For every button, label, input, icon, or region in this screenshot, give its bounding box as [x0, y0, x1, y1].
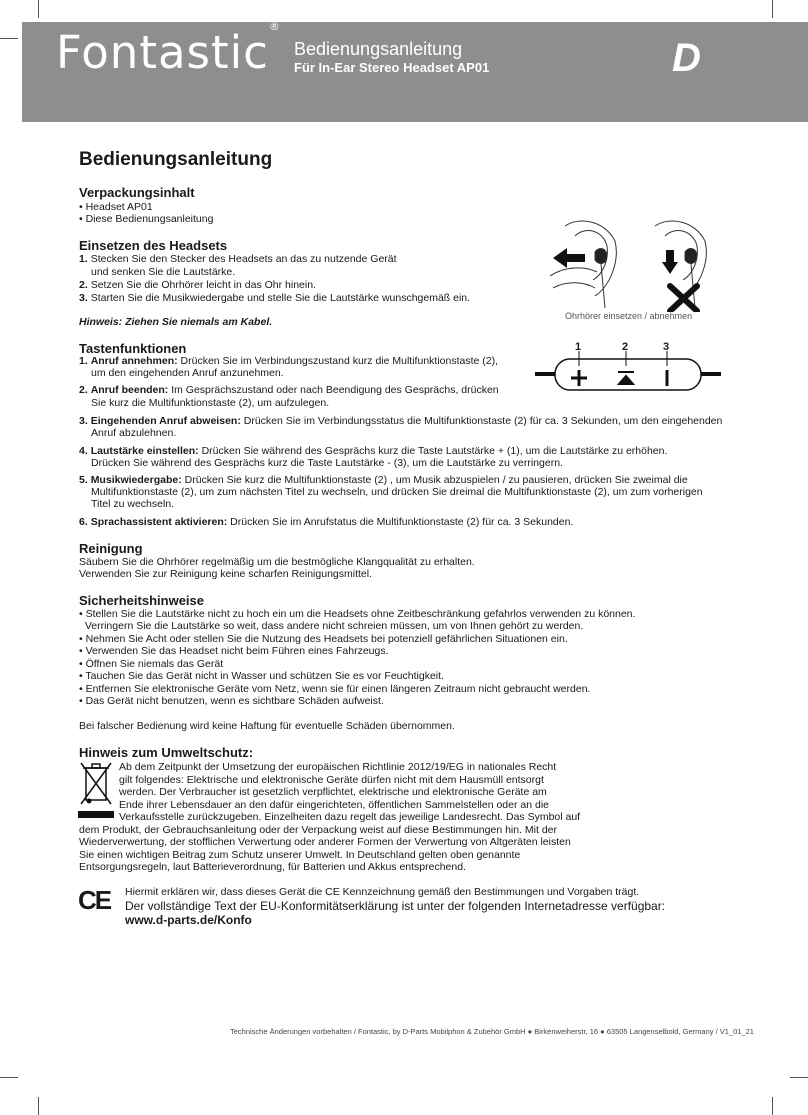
package-heading: Verpackungsinhalt — [79, 185, 195, 200]
environment-text: Entsorgungsregeln, laut Batterieverordnung, für Batterien und Akkus entsprechend. — [79, 861, 466, 873]
button-function-item: Multifunktionstaste (2), um zum nächsten Titel zu wechseln, und drücken Sie dreimal die Multifunktionstaste (2), um zum vorherigen — [91, 486, 703, 498]
button-function-item: 4. Lautstärke einstellen: Drücken Sie während des Gesprächs kurz die Taste Lautstärke + (1), um die Lautstärke zu erhöhen. — [79, 445, 668, 457]
header-title: Bedienungsanleitung — [294, 39, 463, 59]
safety-line: • Tauchen Sie das Gerät nicht in Wasser und schützen Sie es vor Feuchtigkeit. — [79, 670, 444, 682]
button-function-item: Anruf abzulehnen. — [91, 427, 177, 439]
safety-line: • Verwenden Sie das Headset nicht beim Führen eines Fahrzeugs. — [79, 645, 389, 657]
list-item: 1. Stecken Sie den Stecker des Headsets an das zu nutzende Gerät — [79, 253, 397, 265]
environment-text: werden. Der Verbraucher ist gesetzlich verpflichtet, elektrische und elektronische Geräte am — [119, 786, 547, 798]
environment-text: dem Produkt, der Gebrauchsanleitung oder der Verpackung weist auf diese Bestimmungen hin. Mit der — [79, 824, 558, 836]
environment-text: Ende ihrer Lebensdauer an den dafür eingerichteten, öffentlichen Sammelstellen oder an die — [119, 799, 550, 811]
ce-declaration: Hiermit erklären wir, dass dieses Gerät die CE Kennzeichnung gemäß den Bestimmungen und Vorgaben trägt. — [125, 886, 640, 898]
ce-mark-icon: CE — [78, 885, 111, 915]
illustration-caption: Ohrhörer einsetzen / abnehmen — [565, 311, 693, 321]
button-function-item: um den eingehenden Anruf anzunehmen. — [91, 367, 284, 379]
safety-line: • Das Gerät nicht benutzen, wenn es sichtbare Schäden aufweist. — [79, 695, 384, 707]
buttons-heading: Tastenfunktionen — [79, 341, 187, 356]
button-function-item: 2. Anruf beenden: Im Gesprächszustand oder nach Beendigung des Gesprächs, drücken — [79, 384, 499, 396]
liability-note: Bei falscher Bedienung wird keine Haftung für eventuelle Schäden übernommen. — [79, 720, 455, 732]
environment-text: Wiederverwertung, der stofflichen Verwertung oder anderer Formen der Verwertung von Altgeräten leisten — [79, 836, 571, 848]
ce-declaration: Der vollständige Text der EU-Konformitätserklärung ist unter der folgenden Internetadresse verfügbar: — [125, 899, 666, 913]
safety-heading: Sicherheitshinweise — [79, 593, 204, 608]
remote-label-3: 3 — [663, 341, 670, 353]
footer-imprint: Technische Änderungen vorbehalten / Fontastic, by D-Parts Mobilphon & Zubehör GmbH ● Birkenweiherstr, 16 ● 63505 Langenselbold, Germany / V1_01_21 — [230, 1027, 754, 1036]
safety-line: • Stellen Sie die Lautstärke nicht zu hoch ein um die Headsets ohne Zeitbeschränkung gefahrlos verwenden zu können. — [79, 608, 636, 620]
cleaning-text: Säubern Sie die Ohrhörer regelmäßig um die bestmögliche Klangqualität zu erhalten. — [79, 556, 475, 568]
list-item: • Headset AP01 — [79, 201, 153, 213]
list-item: • Diese Bedienungsanleitung — [79, 213, 214, 225]
remote-label-1: 1 — [575, 341, 582, 353]
environment-text: Verkaufsstelle zurückzugeben. Einzelheiten dazu regelt das jeweilige Landesrecht. Das Symbol auf — [119, 811, 581, 823]
environment-text: Ab dem Zeitpunkt der Umsetzung der europäischen Richtlinie 2012/19/EG in nationales Recht — [119, 761, 557, 773]
list-item: 2. Setzen Sie die Ohrhörer leicht in das Ohr hinein. — [79, 279, 316, 291]
button-function-item: 3. Eingehenden Anruf abweisen: Drücken Sie im Verbindungsstatus die Multifunktionstaste (2) für ca. 3 Sekunden, um den eingehenden — [79, 415, 723, 427]
earphone-insert-illustration — [545, 216, 715, 312]
list-item: und senken Sie die Lautstärke. — [91, 266, 236, 278]
button-function-item: 6. Sprachassistent aktivieren: Drücken Sie im Anrufstatus die Multifunktionstaste (2) für ca. 3 Sekunden. — [79, 516, 574, 528]
safety-line: • Nehmen Sie Acht oder stellen Sie die Nutzung des Headsets bei potenziell gefährlichen Situationen ein. — [79, 633, 568, 645]
button-function-item: Titel zu wechseln. — [91, 498, 175, 510]
brand-logo: Fontastic® — [56, 20, 281, 79]
list-item: 3. Starten Sie die Musikwiedergabe und stelle Sie die Lautstärke wunschgemäß ein. — [79, 292, 471, 304]
safety-line: Verringern Sie die Lautstärke so weit, dass andere nicht schreien müssen, um von Ihnen gehört zu werden. — [79, 620, 584, 632]
environment-heading: Hinweis zum Umweltschutz: — [79, 745, 254, 760]
button-function-item: 1. Anruf annehmen: Drücken Sie im Verbindungszustand kurz die Multifunktionstaste (2), — [79, 355, 499, 367]
safety-line: • Öffnen Sie niemals das Gerät — [79, 658, 224, 670]
page-title: Bedienungsanleitung — [79, 149, 273, 170]
button-function-item: Sie kurz die Multifunktionstaste (2), um aufzulegen. — [91, 397, 330, 409]
safety-line: • Entfernen Sie elektronische Geräte vom Netz, wenn sie für einen längeren Zeitraum nicht gebraucht werden. — [79, 683, 591, 695]
environment-text: Sie einen wichtigen Beitrag zum Schutz unserer Umwelt. In Deutschland gelten oben genannte — [79, 849, 521, 861]
cleaning-heading: Reinigung — [79, 541, 143, 556]
language-code: D — [672, 36, 701, 80]
cleaning-text: Verwenden Sie zur Reinigung keine scharfen Reinigungsmittel. — [79, 568, 373, 580]
button-function-item: 5. Musikwiedergabe: Drücken Sie kurz die Multifunktionstaste (2) , um Musik abzuspielen / zu pausieren, drücken Sie zweimal die — [79, 474, 688, 486]
remote-label-2: 2 — [622, 341, 629, 353]
environment-text: gilt folgendes: Elektrische und elektronische Geräte dürfen nicht mit dem Hausmüll entsorgt — [119, 774, 544, 786]
conformity-link[interactable]: www.d-parts.de/Konfo — [125, 913, 252, 927]
header-subtitle: Für In-Ear Stereo Headset AP01 — [294, 60, 490, 75]
cable-hint: Hinweis: Ziehen Sie niemals am Kabel. — [79, 316, 273, 328]
button-function-item: Drücken Sie während des Gesprächs kurz die Taste Lautstärke - (3), um die Lautstärke zu verringern. — [91, 457, 563, 469]
weee-bin-icon — [78, 760, 114, 820]
insert-heading: Einsetzen des Headsets — [79, 238, 228, 253]
